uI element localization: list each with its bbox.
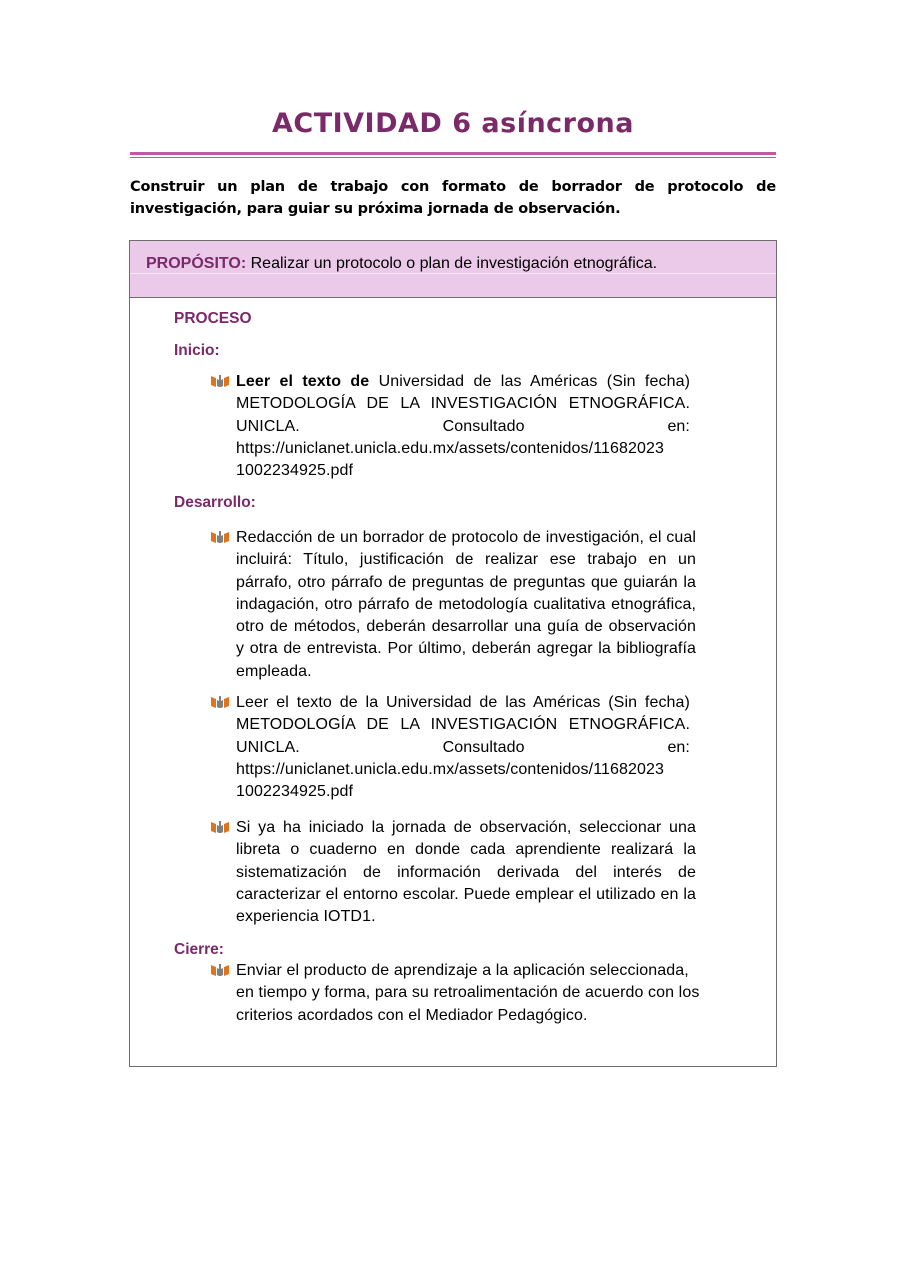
purpose-label: PROPÓSITO: (146, 255, 247, 272)
desarrollo-item-2-line2: METODOLOGÍA DE LA INVESTIGACIÓN ETNOGRÁFICA. (236, 716, 690, 734)
book-bullet-icon (210, 695, 230, 709)
proceso-heading: PROCESO (174, 310, 252, 327)
cierre-item-1: Enviar el producto de aprendizaje a la aplicación seleccionada, en tiempo y forma, para su retroalimentación de acuerdo con los criterios acordados con el Mediador Pedagógico. (236, 962, 700, 1024)
desarrollo-item-2-line3a: UNICLA. (236, 738, 300, 756)
desarrollo-item-1: Redacción de un borrador de protocolo de investigación, el cual incluirá: Título, justificación de realizar ese trabajo en un párrafo, otro párrafo de preguntas de preguntas que guiarán la indagación, otro párrafo de metodología cualitativa etnográfica, otro de métodos, deberán desarrollar una guía de observación y otra de entrevista. Por último, deberán agregar la bibliografía empleada. (236, 529, 696, 680)
purpose-text: Realizar un protocolo o plan de investigación etnográfica. (246, 255, 658, 272)
desarrollo-item-2-line3b: Consultado (442, 738, 525, 756)
book-bullet-icon (210, 820, 230, 834)
inicio-heading: Inicio: (174, 342, 220, 359)
inicio-item-1-line2: METODOLOGÍA DE LA INVESTIGACIÓN ETNOGRÁFICA. (236, 395, 690, 413)
purpose-line (146, 254, 657, 274)
inicio-item-1-link-end[interactable]: 1002234925.pdf (236, 462, 354, 480)
book-bullet-icon (210, 530, 230, 544)
book-bullet-icon (210, 963, 230, 977)
activity-box (129, 240, 777, 1067)
desarrollo-item-3: Si ya ha iniciado la jornada de observación, seleccionar una libreta o cuaderno en donde cada aprendiente realizará la sistematización de información derivada del interés de caracterizar el entorno escolar. Puede emplear el utilizado en la experiencia IOTD1. (236, 819, 696, 926)
desarrollo-heading: Desarrollo: (174, 494, 256, 511)
book-bullet-icon (210, 374, 230, 388)
title-underline-thick (130, 152, 776, 155)
intro-instructions: Construir un plan de trabajo con formato de borrador de protocolo de investigación, para guiar su próxima jornada de observación. (130, 179, 776, 217)
inicio-item-1-line3a: UNICLA. (236, 417, 300, 435)
inicio-item-1-line3c: en: (667, 417, 690, 435)
inicio-item-1-line3b: Consultado (442, 417, 525, 435)
desarrollo-item-2-link[interactable]: https://uniclanet.unicla.edu.mx/assets/contenidos/11682023 (236, 760, 665, 778)
cierre-heading: Cierre: (174, 941, 224, 958)
page-title: ACTIVIDAD 6 asíncrona (271, 108, 634, 139)
title-underline-thin (130, 157, 776, 158)
desarrollo-item-2 (236, 692, 690, 803)
desarrollo-item-2-link-end[interactable]: 1002234925.pdf (236, 783, 354, 801)
purpose-bar (130, 241, 776, 298)
inicio-item-1-line1: Universidad de las Américas (Sin fecha) (369, 373, 690, 390)
desarrollo-item-2-line3c: en: (667, 738, 690, 756)
inicio-item-1-bold: Leer el texto de (236, 373, 370, 390)
desarrollo-item-2-line1: Leer el texto de la Universidad de las Américas (Sin fecha) (236, 694, 690, 711)
inicio-item-1 (236, 371, 690, 482)
inicio-item-1-link[interactable]: https://uniclanet.unicla.edu.mx/assets/contenidos/11682023 (236, 439, 665, 457)
